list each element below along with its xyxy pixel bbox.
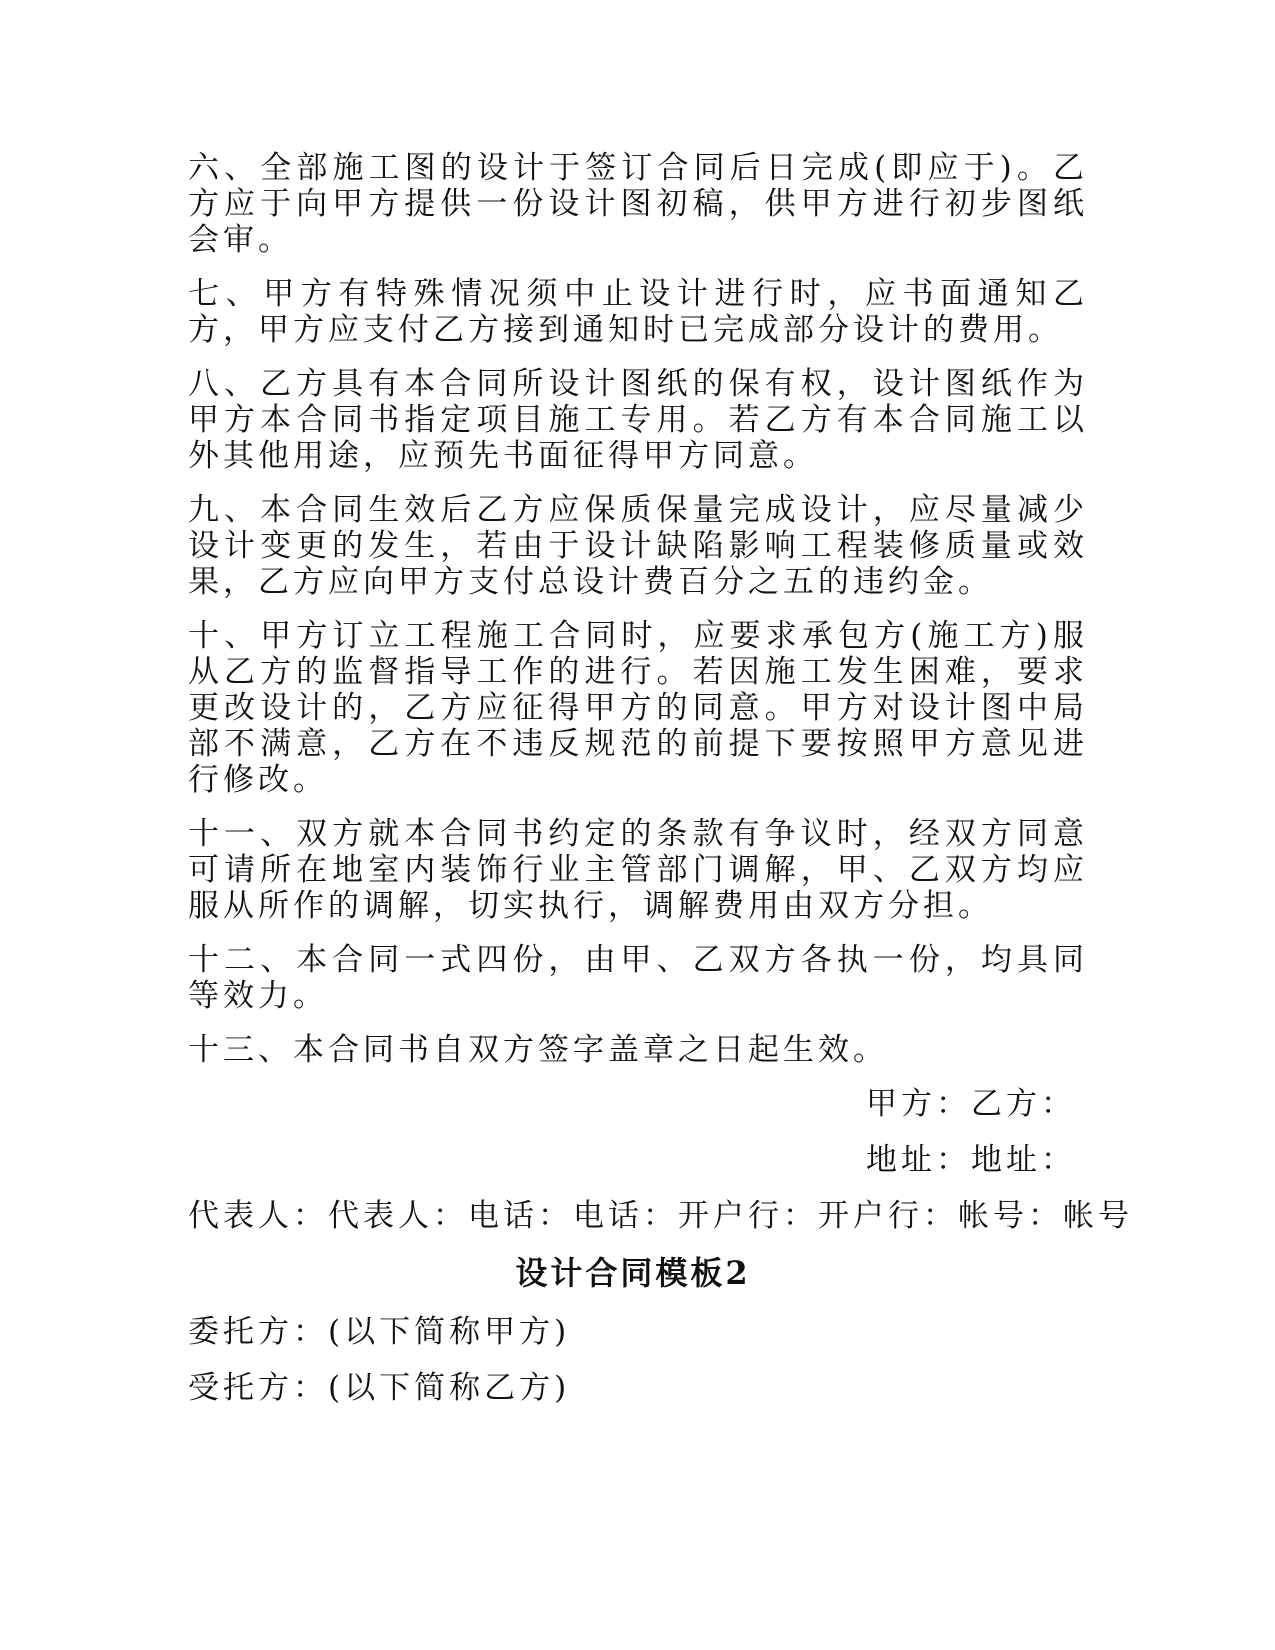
signature-address: 地址：地址： xyxy=(866,1142,1076,1178)
clause-10: 十、甲方订立工程施工合同时，应要求承包方(施工方)服从乙方的监督指导工作的进行。若因施工发生困难，要求更改设计的，乙方应征得甲方的同意。甲方对设计图中局部不满意，乙方在不违反规范的前提下要按照甲方意见进行修改。 xyxy=(188,618,1088,798)
clause-11: 十一、双方就本合同书约定的条款有争议时，经双方同意可请所在地室内装饰行业主管部门调解，甲、乙双方均应服从所作的调解，切实执行，调解费用由双方分担。 xyxy=(188,816,1088,924)
signature-parties: 甲方：乙方： xyxy=(866,1086,1076,1122)
clause-8: 八、乙方具有本合同所设计图纸的保有权，设计图纸作为甲方本合同书指定项目施工专用。若乙方有本合同施工以外其他用途，应预先书面征得甲方同意。 xyxy=(188,366,1088,474)
signature-details: 代表人：代表人：电话：电话：开户行：开户行：帐号：帐号 xyxy=(188,1198,1133,1234)
contractor-party-line: 受托方：(以下简称乙方) xyxy=(188,1370,571,1406)
clause-13: 十三、本合同书自双方签字盖章之日起生效。 xyxy=(188,1032,888,1068)
client-party-line: 委托方：(以下简称甲方) xyxy=(188,1314,571,1350)
clause-12: 十二、本合同一式四份，由甲、乙双方各执一份，均具同等效力。 xyxy=(188,942,1088,1014)
contract-body xyxy=(188,150,1133,1426)
clause-6: 六、全部施工图的设计于签订合同后日完成(即应于)。乙方应于向甲方提供一份设计图初稿，供甲方进行初步图纸会审。 xyxy=(188,150,1088,258)
clause-9: 九、本合同生效后乙方应保质保量完成设计，应尽量减少设计变更的发生，若由于设计缺陷影响工程装修质量或效果，乙方应向甲方支付总设计费百分之五的违约金。 xyxy=(188,492,1088,600)
template-2-title: 设计合同模板2 xyxy=(515,1254,751,1292)
clause-7: 七、甲方有特殊情况须中止设计进行时，应书面通知乙方，甲方应支付乙方接到通知时已完成部分设计的费用。 xyxy=(188,276,1088,348)
